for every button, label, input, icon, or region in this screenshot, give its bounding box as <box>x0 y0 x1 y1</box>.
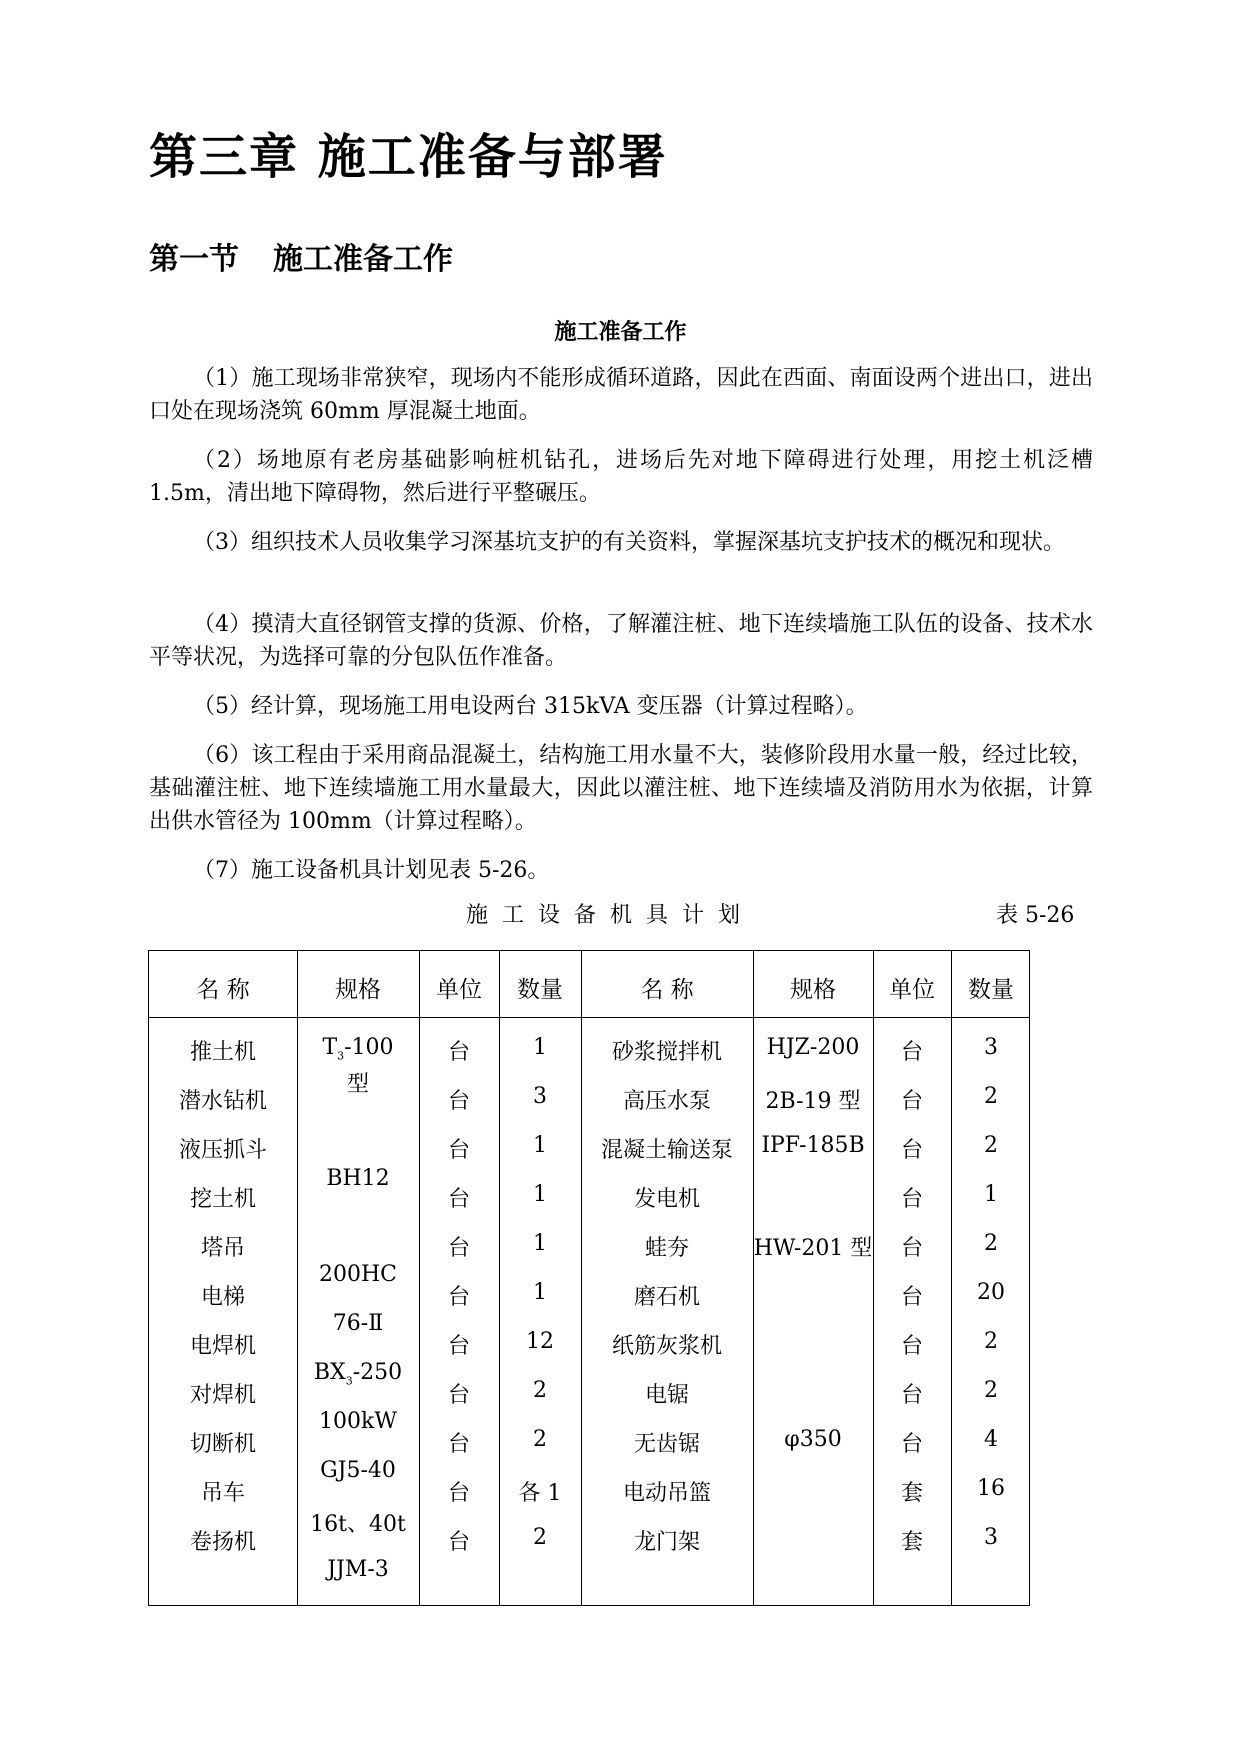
left-equipment-quantity: 1 <box>533 1133 547 1158</box>
left-equipment-name: 吊车 <box>200 1481 245 1506</box>
left-equipment-name: 切断机 <box>189 1432 256 1457</box>
right-equipment-spec: HJZ-200 <box>766 1035 860 1060</box>
right-equipment-quantity: 2 <box>984 1329 998 1354</box>
paragraph-1: （1）施工现场非常狭窄，现场内不能形成循环道路，因此在西面、南面设两个进出口，进出口处在现场浇筑 60mm 厚混凝土地面。 <box>149 366 1093 424</box>
right-equipment-name: 发电机 <box>633 1187 700 1212</box>
left-equipment-quantity: 1 <box>533 1182 547 1207</box>
right-equipment-unit: 台 <box>900 1432 923 1457</box>
right-equipment-unit: 台 <box>900 1334 923 1359</box>
table-header-name: 名 称 <box>196 977 250 1003</box>
left-equipment-unit: 台 <box>447 1089 470 1114</box>
paragraph-6: （6）该工程由于采用商品混凝土，结构施工用水量不大，装修阶段用水量一般，经过比较，基础灌注桩、地下连续墙施工用水量最大，因此以灌注桩、地下连续墙及消防用水为依据，计算出供水管径为 100mm（计算过程略）。 <box>149 743 1093 834</box>
right-equipment-name: 砂浆搅拌机 <box>611 1040 722 1065</box>
right-equipment-quantity: 16 <box>977 1476 1005 1501</box>
left-equipment-unit: 台 <box>447 1138 470 1163</box>
section-heading <box>149 234 453 278</box>
table-title: 施工设备机具计划 <box>466 903 755 928</box>
left-equipment-name: 电焊机 <box>189 1334 256 1359</box>
right-equipment-unit: 台 <box>900 1138 923 1163</box>
right-equipment-name: 磨石机 <box>633 1285 700 1310</box>
left-equipment-quantity: 1 <box>533 1231 547 1256</box>
left-equipment-unit: 台 <box>447 1383 470 1408</box>
right-equipment-quantity: 2 <box>984 1231 998 1256</box>
section-number: 第一节 <box>149 242 239 277</box>
left-equipment-name: 推土机 <box>189 1040 256 1065</box>
table-header-spec: 规格 <box>790 977 836 1003</box>
left-equipment-quantity: 12 <box>526 1329 554 1354</box>
left-equipment-unit: 台 <box>447 1236 470 1261</box>
left-equipment-unit: 台 <box>447 1530 470 1555</box>
table-header-name: 名 称 <box>640 977 694 1003</box>
left-equipment-unit: 台 <box>447 1187 470 1212</box>
right-equipment-name: 电动吊篮 <box>622 1481 711 1506</box>
right-equipment-name: 无齿锯 <box>633 1432 700 1457</box>
right-equipment-unit: 台 <box>900 1040 923 1065</box>
chapter-title: 第三章 施工准备与部署 <box>149 129 668 185</box>
right-equipment-quantity: 1 <box>984 1182 998 1207</box>
paragraph-5: （5）经计算，现场施工用电设两台 315kVA 变压器（计算过程略）。 <box>193 694 868 719</box>
right-equipment-name: 蛙夯 <box>644 1236 689 1261</box>
table-header-spec: 规格 <box>335 977 381 1003</box>
left-equipment-unit: 台 <box>447 1285 470 1310</box>
right-equipment-quantity: 3 <box>984 1525 998 1550</box>
table-header-unit: 单位 <box>436 977 482 1003</box>
right-equipment-quantity: 2 <box>984 1133 998 1158</box>
left-equipment-spec: 100kW <box>319 1409 397 1434</box>
right-equipment-quantity: 20 <box>977 1280 1005 1305</box>
right-equipment-unit: 台 <box>900 1187 923 1212</box>
right-equipment-unit: 台 <box>900 1383 923 1408</box>
left-equipment-spec: JJM-3 <box>327 1557 389 1582</box>
paragraph-4: （4）摸清大直径钢管支撑的货源、价格，了解灌注桩、地下连续墙施工队伍的设备、技术水平等状况，为选择可靠的分包队伍作准备。 <box>149 612 1093 670</box>
equipment-table <box>148 950 1030 1606</box>
right-equipment-quantity: 2 <box>984 1084 998 1109</box>
left-equipment-quantity: 各 1 <box>518 1481 562 1506</box>
left-equipment-spec: 200HC <box>318 1262 397 1287</box>
left-equipment-name: 电梯 <box>200 1285 245 1310</box>
paragraph-2: （2）场地原有老房基础影响桩机钻孔，进场后先对地下障碍进行处理，用挖土机泛槽 1.5m，清出地下障碍物，然后进行平整碾压。 <box>149 448 1093 506</box>
left-equipment-spec: 型 <box>346 1072 369 1097</box>
left-equipment-quantity: 1 <box>533 1280 547 1305</box>
left-equipment-quantity: 2 <box>533 1378 547 1403</box>
right-equipment-name: 混凝土输送泵 <box>600 1138 733 1163</box>
right-equipment-unit: 台 <box>900 1285 923 1310</box>
right-equipment-unit: 套 <box>900 1481 923 1506</box>
right-equipment-spec: 2B-19 型 <box>765 1089 861 1114</box>
right-equipment-spec: IPF-185B <box>761 1133 865 1158</box>
left-equipment-spec: 16t、40t <box>310 1512 406 1537</box>
left-equipment-unit: 台 <box>447 1481 470 1506</box>
left-equipment-spec: $BX_3-250$ <box>313 1360 403 1388</box>
right-equipment-quantity: 4 <box>984 1427 998 1452</box>
right-equipment-name: 高压水泵 <box>622 1089 711 1114</box>
left-equipment-name: 挖土机 <box>189 1187 256 1212</box>
right-equipment-name: 龙门架 <box>633 1530 700 1555</box>
right-equipment-spec: HW-201 型 <box>753 1236 873 1261</box>
table-header-qty: 数量 <box>517 977 563 1003</box>
left-equipment-spec: GJ5-40 <box>320 1458 396 1483</box>
left-equipment-unit: 台 <box>447 1334 470 1359</box>
right-equipment-name: 纸筋灰浆机 <box>611 1334 722 1359</box>
right-equipment-unit: 台 <box>900 1236 923 1261</box>
table-header-qty: 数量 <box>968 977 1014 1003</box>
left-equipment-unit: 台 <box>447 1432 470 1457</box>
right-equipment-quantity: 2 <box>984 1378 998 1403</box>
left-equipment-quantity: 2 <box>533 1525 547 1550</box>
right-equipment-unit: 台 <box>900 1089 923 1114</box>
left-equipment-name: 卷扬机 <box>189 1530 256 1555</box>
right-equipment-quantity: 3 <box>984 1035 998 1060</box>
left-equipment-spec: BH12 <box>326 1166 390 1191</box>
left-equipment-quantity: 1 <box>533 1035 547 1060</box>
left-equipment-quantity: 3 <box>533 1084 547 1109</box>
right-equipment-unit: 套 <box>900 1530 923 1555</box>
table-header-divider <box>149 1017 1029 1018</box>
left-equipment-quantity: 2 <box>533 1427 547 1452</box>
paragraph-7: （7）施工设备机具计划见表 5-26。 <box>193 858 550 883</box>
table-number: 表 5-26 <box>996 903 1075 928</box>
left-equipment-name: 液压抓斗 <box>178 1138 267 1163</box>
table-header-unit: 单位 <box>889 977 935 1003</box>
left-equipment-name: 对焊机 <box>189 1383 256 1408</box>
left-equipment-name: 塔吊 <box>200 1236 245 1261</box>
paragraph-3: （3）组织技术人员收集学习深基坑支护的有关资料，掌握深基坑支护技术的概况和现状。 <box>193 530 1066 555</box>
subtitle: 施工准备工作 <box>554 320 687 345</box>
left-equipment-spec: $T_3-100$ <box>322 1035 394 1063</box>
section-title: 施工准备工作 <box>273 242 453 277</box>
right-equipment-spec: φ350 <box>784 1427 842 1452</box>
right-equipment-name: 电锯 <box>644 1383 689 1408</box>
left-equipment-spec: 76-Ⅱ <box>332 1311 384 1336</box>
left-equipment-name: 潜水钻机 <box>178 1089 267 1114</box>
left-equipment-unit: 台 <box>447 1040 470 1065</box>
